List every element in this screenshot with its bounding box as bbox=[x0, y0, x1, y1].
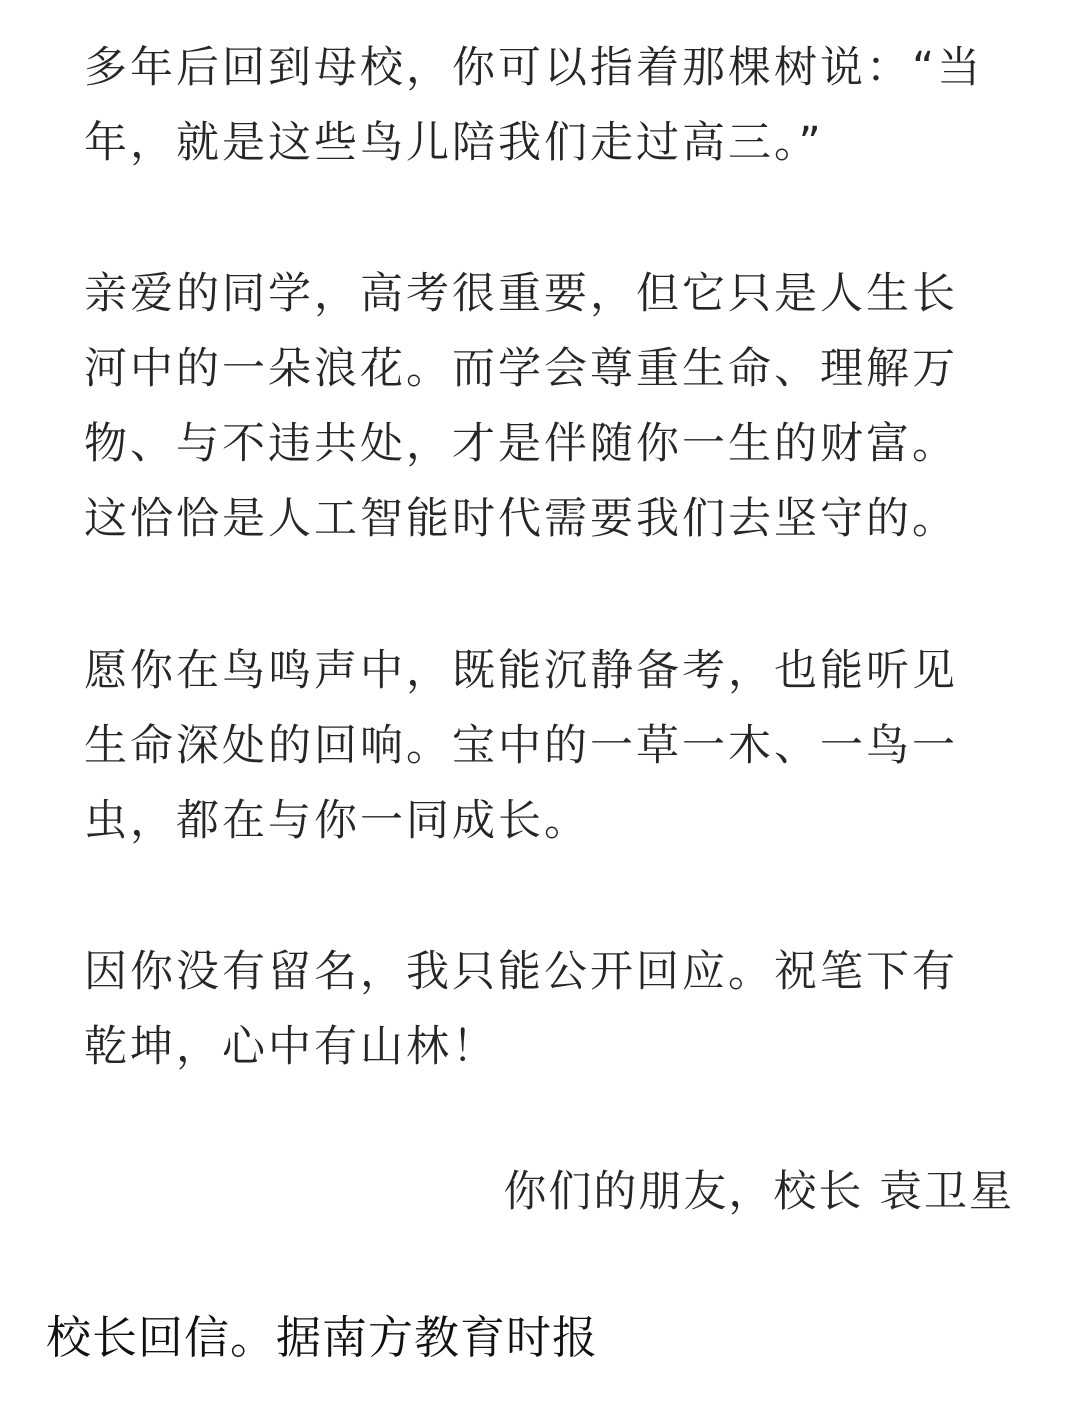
letter-line: 物、与不违共处，才是伴随你一生的财富。 bbox=[84, 419, 958, 469]
letter-signature: 你们的朋友，校长 袁卫星 bbox=[503, 1167, 1014, 1217]
letter-line: 生命深处的回响。宝中的一草一木、一鸟一 bbox=[84, 721, 958, 771]
image-caption: 校长回信。据南方教育时报 bbox=[46, 1311, 599, 1364]
letter-line: 年，就是这些鸟儿陪我们走过高三。” bbox=[84, 118, 824, 168]
letter-line: 愿你在鸟鸣声中，既能沉静备考，也能听见 bbox=[84, 646, 958, 696]
letter-line: 河中的一朵浪花。而学会尊重生命、理解万 bbox=[84, 344, 958, 394]
letter-line: 亲爱的同学，高考很重要，但它只是人生长 bbox=[84, 269, 958, 319]
letter-line: 多年后回到母校，你可以指着那棵树说：“当 bbox=[84, 43, 984, 93]
letter-line: 虫，都在与你一同成长。 bbox=[84, 796, 590, 846]
letter-line: 因你没有留名，我只能公开回应。祝笔下有 bbox=[84, 947, 958, 997]
letter-line: 乾坤，心中有山林！ bbox=[84, 1022, 498, 1072]
letter-line: 这恰恰是人工智能时代需要我们去坚守的。 bbox=[84, 494, 958, 544]
